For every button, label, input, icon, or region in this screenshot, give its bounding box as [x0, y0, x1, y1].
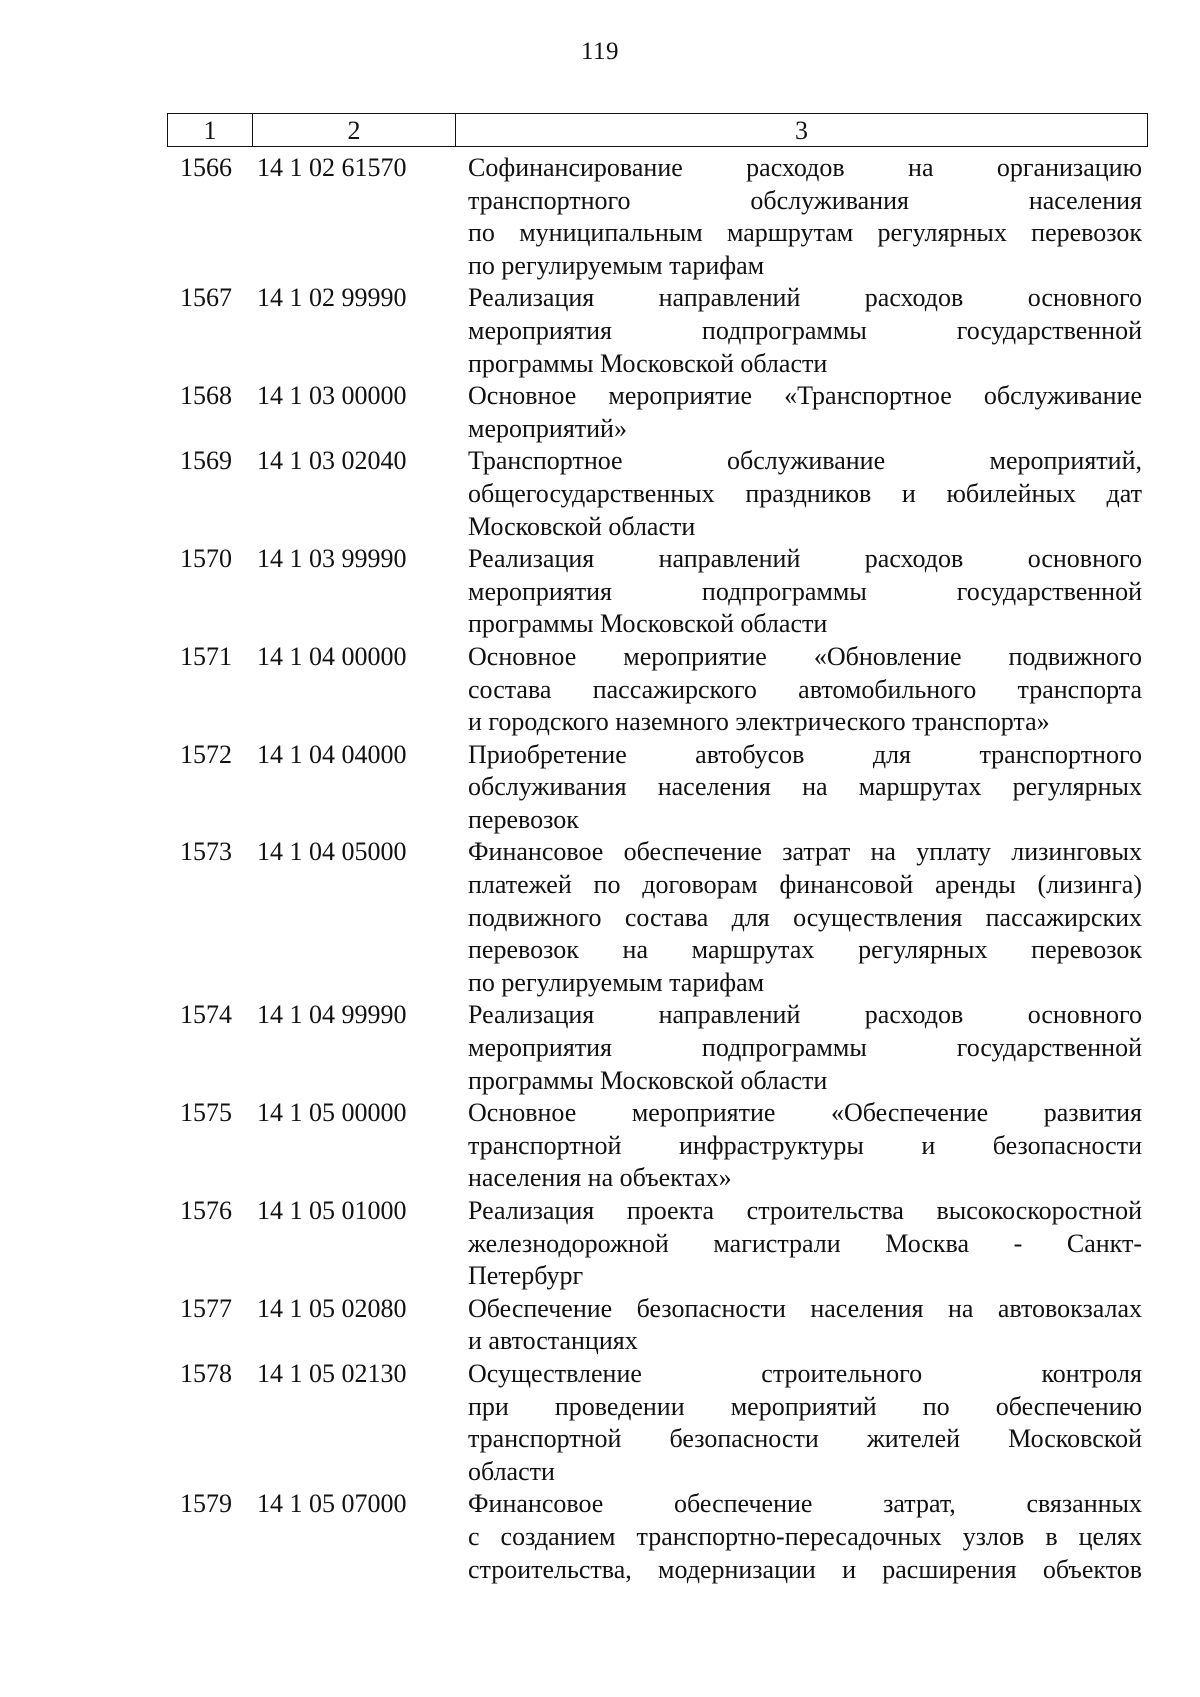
budget-code: 14 1 03 99990 — [257, 544, 407, 574]
description-line: транспортной безопасности жителей Московской — [468, 1424, 1142, 1454]
description-line: Софинансирование расходов на организацию — [468, 153, 1142, 182]
description-line: транспортного обслуживания населения — [468, 185, 1142, 215]
budget-code: 14 1 04 99990 — [257, 1000, 407, 1030]
table-row — [167, 641, 1148, 739]
description-line: Московской области — [468, 511, 696, 541]
description-line: мероприятий» — [468, 413, 627, 443]
budget-code: 14 1 04 05000 — [257, 837, 407, 867]
description-line: общегосударственных праздников и юбилейных дат — [468, 478, 1142, 508]
row-number: 1569 — [180, 446, 232, 476]
budget-code: 14 1 05 07000 — [257, 1489, 407, 1519]
header-col-3: 3 — [795, 116, 808, 145]
row-description — [455, 1358, 1148, 1488]
description-line: состава пассажирского автомобильного транспорта — [468, 674, 1142, 704]
budget-code: 14 1 05 00000 — [257, 1098, 407, 1128]
table-body — [167, 152, 1148, 1586]
row-description — [455, 445, 1148, 543]
row-number: 1572 — [180, 739, 232, 769]
description-line: при проведении мероприятий по обеспечению — [468, 1391, 1142, 1421]
description-line: Осуществление строительного контроля — [468, 1358, 1142, 1388]
description-line: Основное мероприятие «Транспортное обслуживание — [468, 381, 1142, 411]
table-row — [167, 445, 1148, 543]
description-line: Реализация направлений расходов основного — [468, 544, 1142, 574]
budget-code: 14 1 05 02080 — [257, 1293, 407, 1323]
row-number: 1568 — [180, 381, 232, 411]
description-line: Обеспечение безопасности населения на автовокзалах — [468, 1293, 1142, 1323]
table-row — [167, 999, 1148, 1097]
row-description — [455, 543, 1148, 641]
description-line: с созданием транспортно-пересадочных узлов в целях — [468, 1521, 1142, 1551]
budget-code: 14 1 04 00000 — [257, 641, 407, 671]
description-line: Основное мероприятие «Обеспечение развития — [468, 1098, 1142, 1128]
description-line: Транспортное обслуживание мероприятий, — [468, 446, 1142, 476]
description-line: транспортной инфраструктуры и безопасности — [468, 1130, 1142, 1160]
budget-code: 14 1 05 01000 — [257, 1196, 407, 1225]
budget-code: 14 1 02 99990 — [257, 283, 407, 313]
row-number: 1578 — [180, 1358, 232, 1388]
description-line: железнодорожной магистрали Москва - Санкт- — [468, 1228, 1142, 1258]
row-description — [455, 380, 1148, 445]
row-description — [455, 1097, 1148, 1195]
description-line: по муниципальным маршрутам регулярных перевозок — [468, 218, 1142, 248]
description-line: Реализация направлений расходов основного — [468, 1000, 1142, 1030]
description-line: строительства, модернизации и расширения объектов — [468, 1554, 1142, 1584]
row-number: 1579 — [180, 1489, 232, 1519]
table-row — [167, 380, 1148, 445]
table-row — [167, 739, 1148, 837]
row-number: 1566 — [180, 153, 232, 182]
description-line: области — [468, 1456, 555, 1486]
description-line: Петербург — [468, 1261, 584, 1291]
description-line: программы Московской области — [468, 609, 828, 639]
description-line: по регулируемым тарифам — [468, 250, 765, 280]
description-line: населения на объектах» — [468, 1163, 732, 1193]
description-line: Реализация проекта строительства высокоскоростной — [468, 1196, 1142, 1225]
description-line: перевозок на маршрутах регулярных перевозок — [468, 935, 1142, 965]
table-row — [167, 836, 1148, 999]
row-description — [455, 1293, 1148, 1358]
description-line: платежей по договорам финансовой аренды (лизинга) — [468, 870, 1142, 900]
description-line: Основное мероприятие «Обновление подвижного — [468, 641, 1142, 671]
budget-code: 14 1 03 02040 — [257, 446, 407, 476]
table-row — [167, 543, 1148, 641]
table-row — [167, 282, 1148, 380]
description-line: Реализация направлений расходов основного — [468, 283, 1142, 313]
description-line: программы Московской области — [468, 1065, 828, 1095]
row-description — [455, 999, 1148, 1097]
row-description — [455, 282, 1148, 380]
row-description — [455, 1195, 1148, 1293]
row-number: 1577 — [180, 1293, 232, 1323]
row-number: 1567 — [180, 283, 232, 313]
table-row — [167, 1358, 1148, 1488]
page-number: 119 — [580, 38, 620, 65]
description-line: мероприятия подпрограммы государственной — [468, 1033, 1142, 1063]
budget-code: 14 1 04 04000 — [257, 739, 407, 769]
budget-code: 14 1 03 00000 — [257, 381, 407, 411]
row-description — [455, 836, 1148, 999]
row-number: 1576 — [180, 1196, 232, 1225]
row-number: 1574 — [180, 1000, 232, 1030]
description-line: и автостанциях — [468, 1326, 638, 1356]
table-row — [167, 1293, 1148, 1358]
row-description — [455, 739, 1148, 837]
description-line: мероприятия подпрограммы государственной — [468, 576, 1142, 606]
header-col-1: 1 — [168, 114, 253, 146]
row-description — [455, 1488, 1148, 1586]
table-row — [167, 1097, 1148, 1195]
table-header — [167, 113, 1148, 147]
description-line: программы Московской области — [468, 348, 828, 378]
row-number: 1571 — [180, 641, 232, 671]
row-description — [455, 152, 1148, 282]
description-line: подвижного состава для осуществления пассажирских — [468, 902, 1142, 932]
budget-code: 14 1 05 02130 — [257, 1358, 407, 1388]
row-number: 1573 — [180, 837, 232, 867]
description-line: мероприятия подпрограммы государственной — [468, 315, 1142, 345]
budget-code: 14 1 02 61570 — [257, 153, 407, 182]
table-row — [167, 152, 1148, 282]
description-line: по регулируемым тарифам — [468, 967, 765, 997]
description-line: обслуживания населения на маршрутах регулярных — [468, 772, 1142, 802]
table-row — [167, 1488, 1148, 1586]
table-row — [167, 1195, 1148, 1293]
row-description — [455, 641, 1148, 739]
description-line: Финансовое обеспечение затрат, связанных — [468, 1489, 1142, 1519]
description-line: Финансовое обеспечение затрат на уплату лизинговых — [468, 837, 1142, 867]
row-number: 1575 — [180, 1098, 232, 1128]
header-col-2: 2 — [253, 114, 456, 146]
description-line: и городского наземного электрического транспорта» — [468, 707, 1050, 737]
description-line: Приобретение автобусов для транспортного — [468, 739, 1142, 769]
description-line: перевозок — [468, 804, 579, 834]
row-number: 1570 — [180, 544, 232, 574]
